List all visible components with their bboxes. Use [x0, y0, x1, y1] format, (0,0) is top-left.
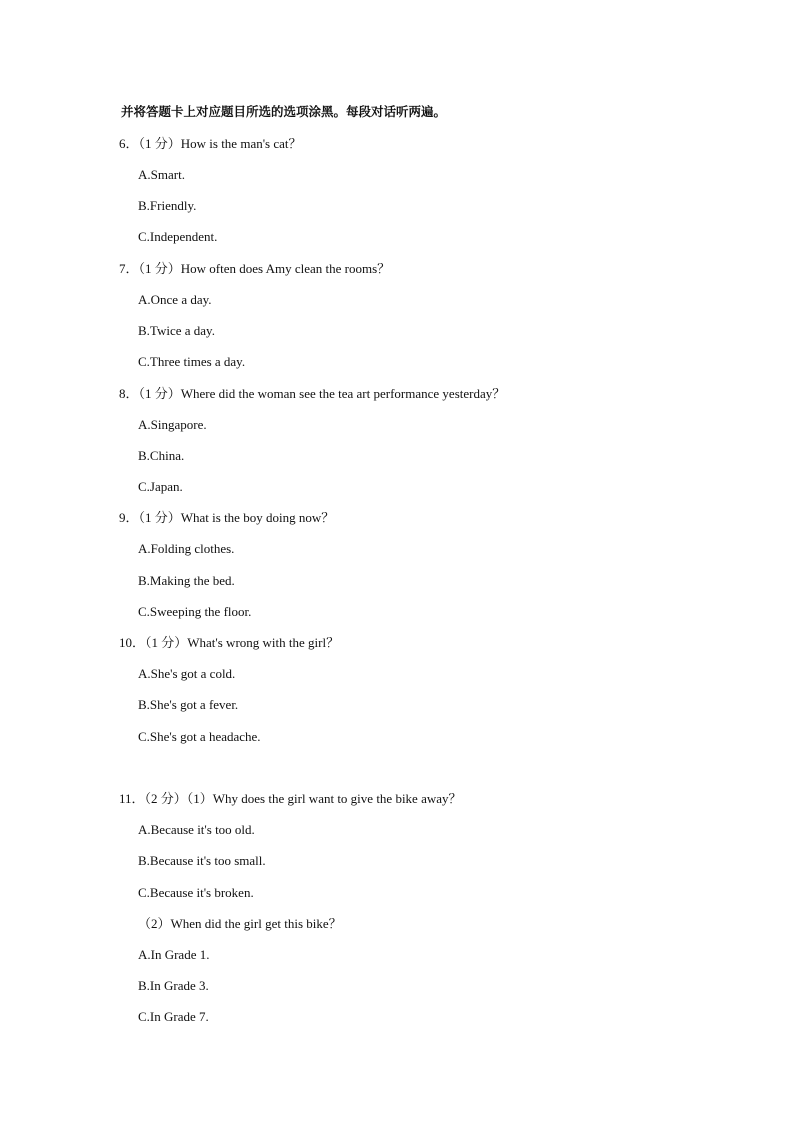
question-7-option-a: A.Once a day. — [138, 292, 212, 307]
question-11: 11．（2 分）（1）Why does the girl want to give the bike away？ — [119, 791, 462, 806]
question-11-option-c: C.Because it's broken. — [138, 885, 254, 900]
question-9: 9．（1 分）What is the boy doing now？ — [119, 510, 335, 525]
question-9-option-b: B.Making the bed. — [138, 573, 235, 588]
question-8: 8．（1 分）Where did the woman see the tea art performance yesterday？ — [119, 386, 506, 401]
question-7-option-c: C.Three times a day. — [138, 354, 246, 369]
question-11-sub-2-option-b: B.In Grade 3. — [138, 978, 209, 993]
question-8-option-b: B.China. — [138, 448, 185, 463]
question-8-option-c: C.Japan. — [138, 479, 183, 494]
question-8-option-a: A.Singapore. — [138, 417, 207, 432]
question-11-option-a: A.Because it's too old. — [138, 822, 255, 837]
question-9-option-a: A.Folding clothes. — [138, 541, 235, 556]
question-7-option-b: B.Twice a day. — [138, 323, 215, 338]
question-11-option-b: B.Because it's too small. — [138, 853, 266, 868]
question-6-option-a: A.Smart. — [138, 167, 185, 182]
question-10-option-c: C.She's got a headache. — [138, 729, 261, 744]
question-6-option-b: B.Friendly. — [138, 198, 197, 213]
question-9-option-c: C.Sweeping the floor. — [138, 604, 252, 619]
question-6-option-c: C.Independent. — [138, 229, 218, 244]
question-6: 6．（1 分）How is the man's cat？ — [119, 136, 302, 151]
question-10-option-b: B.She's got a fever. — [138, 697, 239, 712]
question-10: 10．（1 分）What's wrong with the girl？ — [119, 635, 340, 650]
question-7: 7．（1 分）How often does Amy clean the rooms？ — [119, 261, 391, 276]
question-10-option-a: A.She's got a cold. — [138, 666, 236, 681]
instruction-text: 并将答题卡上对应题目所选的选项涂黑。每段对话听两遍。 — [121, 104, 447, 119]
question-11-sub-2-option-c: C.In Grade 7. — [138, 1009, 209, 1024]
question-11-sub-2: （2）When did the girl get this bike？ — [138, 916, 342, 931]
question-11-sub-2-option-a: A.In Grade 1. — [138, 947, 210, 962]
